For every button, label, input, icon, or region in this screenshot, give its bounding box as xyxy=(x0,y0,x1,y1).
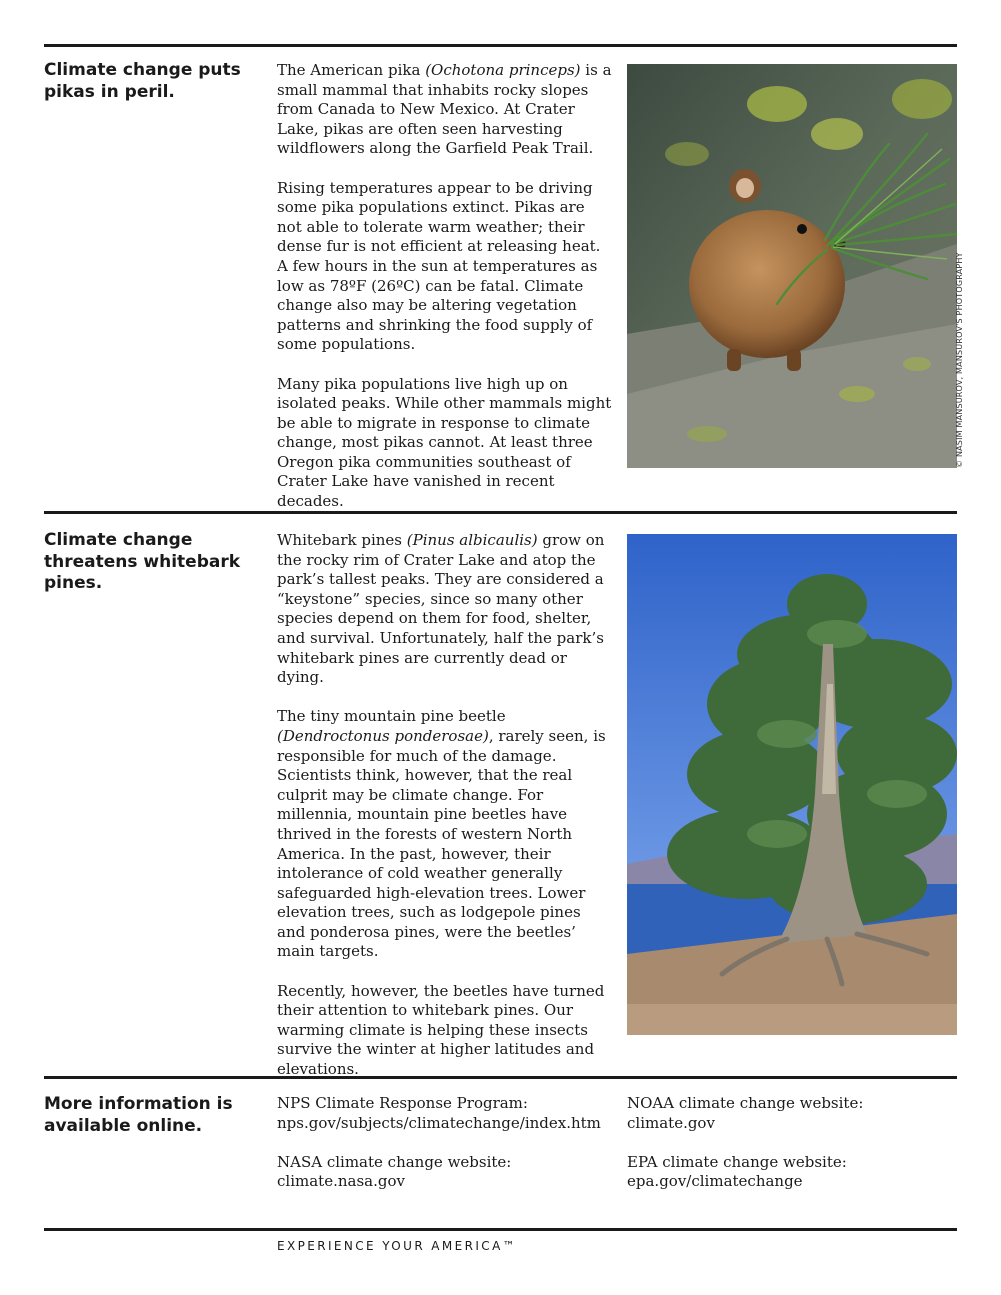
beetle-species-name: (Dendroctonus ponderosae) xyxy=(277,726,489,745)
pika-section-body xyxy=(277,61,612,512)
pine-photo xyxy=(627,534,957,1035)
pika-species-name: (Ochotona princeps) xyxy=(425,61,581,79)
pika-paragraph-3: Many pika populations live high up on isolated peaks. While other mammals might be able to migrate in response to climate change, most pikas cannot. At least three Oregon pika communities southeast of Crater Lake have vanished in recent decades. xyxy=(277,374,612,511)
link-nasa-label: NASA climate change website: xyxy=(277,1152,512,1171)
pine-species-name: (Pinus albicaulis) xyxy=(406,531,538,549)
link-noaa-url[interactable]: climate.gov xyxy=(627,1113,715,1132)
link-nasa[interactable] xyxy=(277,1153,617,1192)
pine-paragraph-3: Recently, however, the beetles have turned their attention to whitebark pines. Our warming climate is helping these insects survive the winter at higher latitudes and elevations. xyxy=(277,981,605,1079)
pine-paragraph-2: The tiny mountain pine beetle (Dendroctonus ponderosae), rarely seen, is responsible for much of the damage. Scientists think, however, that the real culprit may be climate change. For millennia, mountain pine beetles have thrived in the forests of western North America. In the past, however, their intolerance of cold weather generally safeguarded high-elevation trees. Lower elevation trees, such as lodgepole pines and ponderosa pines, were the beetles’ main targets. xyxy=(277,707,606,961)
pine-paragraph-1: Whitebark pines (Pinus albicaulis) grow on the rocky rim of Crater Lake and atop the park’s tallest peaks. They are considered a “keystone” species, since so many other species depend on them for food, shelter, and survival. Unfortunately, half the park’s whitebark pines are currently dead or dying. xyxy=(277,531,605,687)
info-links-right xyxy=(627,1094,957,1212)
info-links-left xyxy=(277,1094,617,1212)
link-nps[interactable] xyxy=(277,1094,617,1133)
link-nps-url[interactable]: nps.gov/subjects/climatechange/index.htm xyxy=(277,1113,601,1132)
link-nasa-url[interactable]: climate.nasa.gov xyxy=(277,1172,405,1191)
link-noaa[interactable] xyxy=(627,1094,957,1133)
pika-photo xyxy=(627,64,957,468)
pine-section-heading: Climate change threatens whitebark pines. xyxy=(44,530,241,593)
link-noaa-label: NOAA climate change website: xyxy=(627,1094,864,1112)
pine-section-body xyxy=(277,531,612,1080)
info-section-heading: More information is available online. xyxy=(44,1094,233,1136)
link-nps-label: NPS Climate Response Program: xyxy=(277,1094,528,1112)
footer-tagline: EXPERIENCE YOUR AMERICA™ xyxy=(277,1239,518,1253)
link-epa[interactable] xyxy=(627,1153,957,1192)
pika-paragraph-1: The American pika (Ochotona princeps) is a small mammal that inhabits rocky slopes from Canada to New Mexico. At Crater Lake, pikas are often seen harvesting wildflowers along the Garfield Peak Trail. xyxy=(277,61,612,158)
pika-section-heading: Climate change puts pikas in peril. xyxy=(44,60,241,102)
section-divider-top xyxy=(44,44,957,47)
link-epa-label: EPA climate change website: xyxy=(627,1152,847,1171)
pika-paragraph-2: Rising temperatures appear to be driving some pika populations extinct. Pikas are not able to tolerate warm weather; their dense fur is not efficient at releasing heat. A few hours in the sun at temperatures as low as 78ºF (26ºC) can be fatal. Climate change also may be altering vegetation patterns and shrinking the food supply of some populations. xyxy=(277,178,601,354)
link-epa-url[interactable]: epa.gov/climatechange xyxy=(627,1172,803,1191)
pika-photo-credit: © NASIM MANSUROV, MANSUROV'S PHOTOGRAPHY xyxy=(955,252,964,468)
section-divider-footer xyxy=(44,1228,957,1231)
